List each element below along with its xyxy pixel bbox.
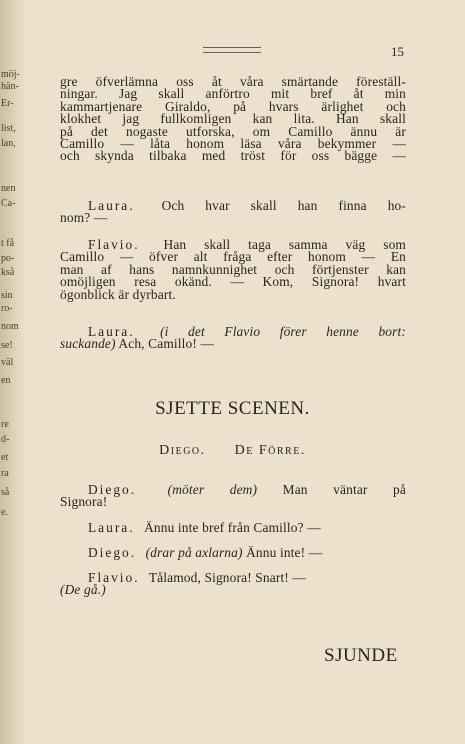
speaker-name: Diego. <box>88 545 137 560</box>
text-line: klokhet jag fullkomligen kan lita. Han skall <box>60 111 406 127</box>
speaker-name: Laura. <box>88 324 135 339</box>
speech-line <box>60 200 406 212</box>
speech-text: Ännu inte bref från Camillo? — <box>144 520 321 535</box>
speech-diego <box>60 484 406 509</box>
speaker-name: Diego. <box>88 482 137 497</box>
facing-fragment: Ca- <box>1 198 16 209</box>
text-line: ningar. Jag skall anförtro mit bref åt min <box>60 86 406 102</box>
facing-fragment: hän- <box>1 81 19 92</box>
scene-characters <box>0 443 465 459</box>
speech-line: man af hans namnkunnighet och förtjenster kan <box>60 261 406 277</box>
text-line: och skynda tilbaka med tröst för oss bägge — <box>60 148 406 164</box>
stage-direction: (De gå.) <box>60 582 106 598</box>
facing-fragment: re <box>1 419 9 430</box>
facing-fragment: ro- <box>1 303 13 314</box>
text-line: på det nogaste utforska, om Camillo ännu är <box>60 123 406 139</box>
speech-text: Ännu inte! — <box>246 545 323 560</box>
facing-fragment: et <box>1 452 9 463</box>
facing-fragment: list, <box>1 123 16 134</box>
speaker-name: Laura. <box>88 520 135 535</box>
scene-heading: SJETTE SCENEN. <box>155 398 310 419</box>
facing-fragment: väl <box>1 357 14 368</box>
catchword: SJUNDE <box>324 645 398 666</box>
speaker-name: Laura. <box>88 198 135 213</box>
speech-text: Och hvar skall han finna ho- <box>161 198 406 213</box>
facing-fragment: så <box>1 487 10 498</box>
speech-line: Camillo — öfver alt fråga efter honom — En <box>60 249 406 265</box>
speech-line <box>60 484 406 496</box>
speech-flavio <box>60 572 406 597</box>
speech-laura <box>60 326 406 351</box>
speech-diego <box>60 547 406 559</box>
text-line: kammartjenare Giraldo, på hvars ärlighet och <box>60 98 406 114</box>
stage-direction: (möter dem) <box>167 482 258 497</box>
facing-fragment: t få <box>1 238 15 249</box>
speech-line: nom? — <box>60 210 108 226</box>
stage-direction: (drar på axlarna) <box>145 545 243 560</box>
speech-line <box>60 572 406 584</box>
facing-fragment: sin <box>1 290 13 301</box>
speech-text: Tålamod, Signora! Snart! — <box>148 570 306 585</box>
text-line: Camillo — låta honom läsa våra bekymmer — <box>60 135 406 151</box>
speech-laura <box>60 200 406 225</box>
facing-fragment: se! <box>1 340 13 351</box>
facing-fragment: möj- <box>1 69 20 80</box>
facing-fragment: lan, <box>1 138 16 149</box>
speech-text: Man väntar på <box>282 482 406 497</box>
speaker-name: Flavio. <box>88 570 140 585</box>
speech-text: Han skall taga samma väg som <box>163 237 406 252</box>
dialogue-continuation <box>60 76 406 163</box>
speech-text: Ach, Camillo! — <box>118 336 215 352</box>
facing-fragment: ra <box>1 468 9 479</box>
stage-direction: suckande) <box>60 336 116 352</box>
speech-line: Signora! <box>60 494 108 510</box>
speaker-name: Flavio. <box>88 237 140 252</box>
facing-fragment: d- <box>1 434 10 445</box>
character-name: Diego. <box>159 443 206 458</box>
facing-fragment: nom <box>1 321 19 332</box>
facing-fragment: nen <box>1 183 16 194</box>
facing-fragment: Er- <box>1 98 14 109</box>
facing-fragment: en <box>1 375 11 386</box>
character-name: De Förre. <box>234 443 306 458</box>
text-line: gre öfverlämna oss åt våra smärtande föreställ- <box>60 74 406 89</box>
facing-page-margin <box>0 0 24 744</box>
speech-laura <box>60 522 406 534</box>
speech-line <box>60 547 406 559</box>
speech-line: omöjligen resa okänd. — Kom, Signora! hvart <box>60 274 406 290</box>
facing-fragment: kså <box>1 267 15 278</box>
speech-line: ögonblick är dyrbart. <box>60 286 176 302</box>
speech-line <box>60 522 406 534</box>
facing-fragment: e. <box>1 507 8 518</box>
speech-flavio <box>60 239 406 301</box>
speech-line <box>60 338 406 350</box>
facing-fragment: po- <box>1 253 15 264</box>
page-number: 15 <box>391 44 404 59</box>
header-rule <box>203 47 261 53</box>
stage-direction: (i det Flavio förer henne bort: <box>160 324 406 339</box>
